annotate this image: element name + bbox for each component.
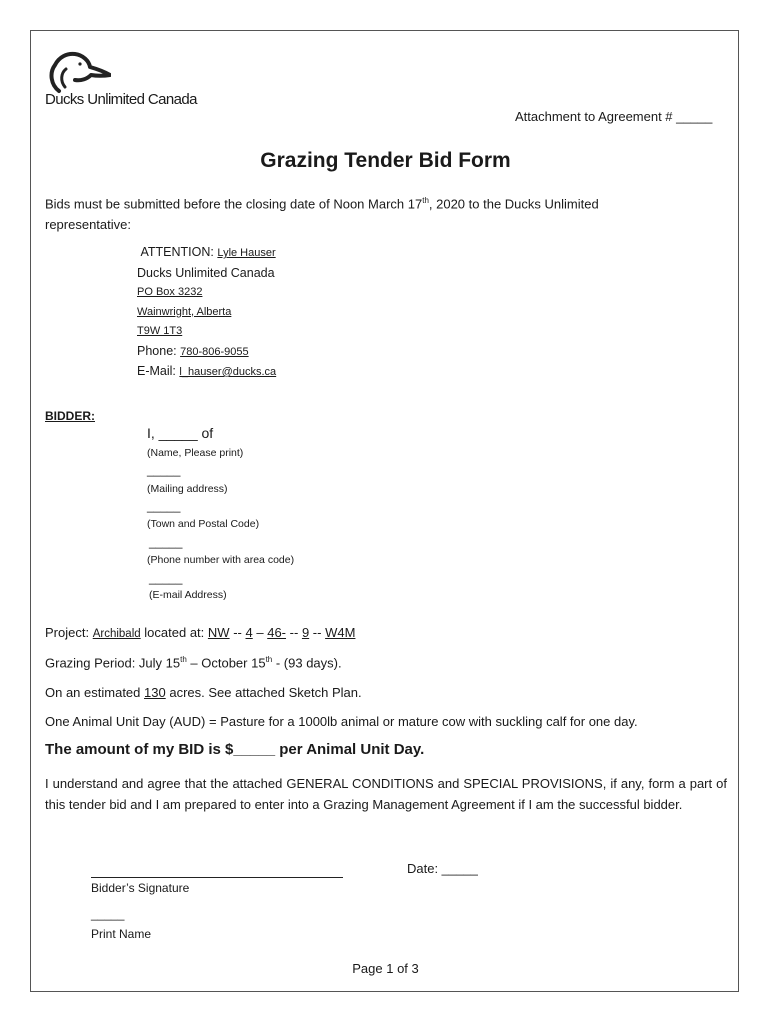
intro-sup: th	[422, 196, 429, 205]
attention-name: Lyle Hauser	[217, 247, 276, 259]
acres-text-1: On an estimated	[45, 685, 141, 700]
email-address-field[interactable]: _____	[149, 571, 183, 585]
project-sep-1: --	[233, 625, 242, 640]
grazing-sup-1: th	[180, 655, 187, 664]
project-line	[45, 625, 355, 640]
intro-text-2: , 2020 to the Ducks Unlimited	[428, 196, 599, 212]
signature-line[interactable]	[91, 877, 343, 878]
duck-head-icon	[45, 45, 111, 95]
project-label: Project:	[45, 625, 90, 640]
town-postal-field[interactable]: _____	[147, 499, 181, 513]
print-name-caption: Print Name	[91, 927, 152, 941]
project-sep-4: --	[312, 625, 322, 640]
mailing-address-field[interactable]: _____	[147, 463, 181, 477]
project-sep-3: --	[289, 625, 299, 640]
contact-phone: 780-806-9055	[180, 345, 249, 358]
contact-org: Ducks Unlimited Canada	[137, 265, 275, 280]
intro-text: Bids must be submitted before the closing date of Noon March 17	[45, 196, 423, 212]
email-label: E-Mail:	[137, 364, 176, 378]
project-meridian: W4M	[325, 625, 356, 640]
signature-caption: Bidder’s Signature	[91, 881, 190, 895]
mailing-address-caption: (Mailing address)	[147, 483, 228, 495]
page-number: Page 1 of 3	[352, 961, 419, 976]
email-address-caption: (E-mail Address)	[149, 589, 227, 601]
bidder-heading: BIDDER:	[45, 409, 95, 423]
town-postal-caption: (Town and Postal Code)	[147, 518, 260, 530]
aud-definition: One Animal Unit Day (AUD) = Pasture for a 1000lb animal or mature cow with suckling calf for one day.	[45, 714, 638, 729]
project-sep-2: –	[256, 625, 264, 640]
project-quarter: NW	[207, 625, 230, 640]
print-name-field[interactable]: _____	[91, 907, 125, 921]
agreement-paragraph: I understand and agree that the attached GENERAL CONDITIONS and SPECIAL PROVISIONS, if any, form a part of this tender bid and I am prepared to enter into a Grazing Management Agreement if I am the successful bidder.	[45, 776, 727, 812]
contact-city: Wainwright, Alberta	[137, 305, 232, 318]
grazing-text-1: Grazing Period: July 15	[45, 655, 181, 671]
acres-text-2: acres. See attached Sketch Plan.	[169, 685, 362, 700]
project-located: located at:	[144, 625, 205, 640]
project-range: 9	[301, 625, 310, 640]
project-township: 46-	[267, 625, 287, 640]
grazing-sup-2: th	[265, 655, 273, 664]
logo-text: Ducks Unlimited Canada	[45, 91, 197, 108]
form-title: Grazing Tender Bid Form	[260, 149, 511, 172]
bidder-name-line[interactable]: I, _____ of	[147, 425, 214, 441]
attention-label: ATTENTION:	[140, 245, 214, 259]
phone-label: Phone:	[137, 343, 177, 358]
grazing-text-3: - (93 days).	[272, 655, 342, 671]
phone-number-caption: (Phone number with area code)	[147, 554, 295, 566]
intro-paragraph	[45, 190, 727, 235]
bid-amount-line[interactable]: The amount of my BID is $_____ per Animal Unit Day.	[45, 741, 425, 758]
contact-block	[137, 243, 276, 383]
document-page	[30, 30, 739, 992]
date-field[interactable]: Date: _____	[407, 861, 478, 876]
attachment-number: Attachment to Agreement # _____	[515, 109, 713, 124]
grazing-text-2: – October 15	[186, 655, 266, 671]
acres-line	[45, 685, 362, 700]
project-section: 4	[245, 625, 253, 640]
bidder-name-caption: (Name, Please print)	[147, 447, 244, 459]
acres-value: 130	[144, 685, 166, 700]
project-name: Archibald	[92, 628, 141, 640]
contact-postal: T9W 1T3	[137, 325, 183, 337]
phone-number-field[interactable]: _____	[149, 535, 183, 549]
contact-po-box: PO Box 3232	[137, 286, 203, 298]
grazing-period	[45, 655, 342, 670]
intro-text-3: representative:	[45, 217, 131, 233]
contact-email: l_hauser@ducks.ca	[179, 366, 277, 378]
